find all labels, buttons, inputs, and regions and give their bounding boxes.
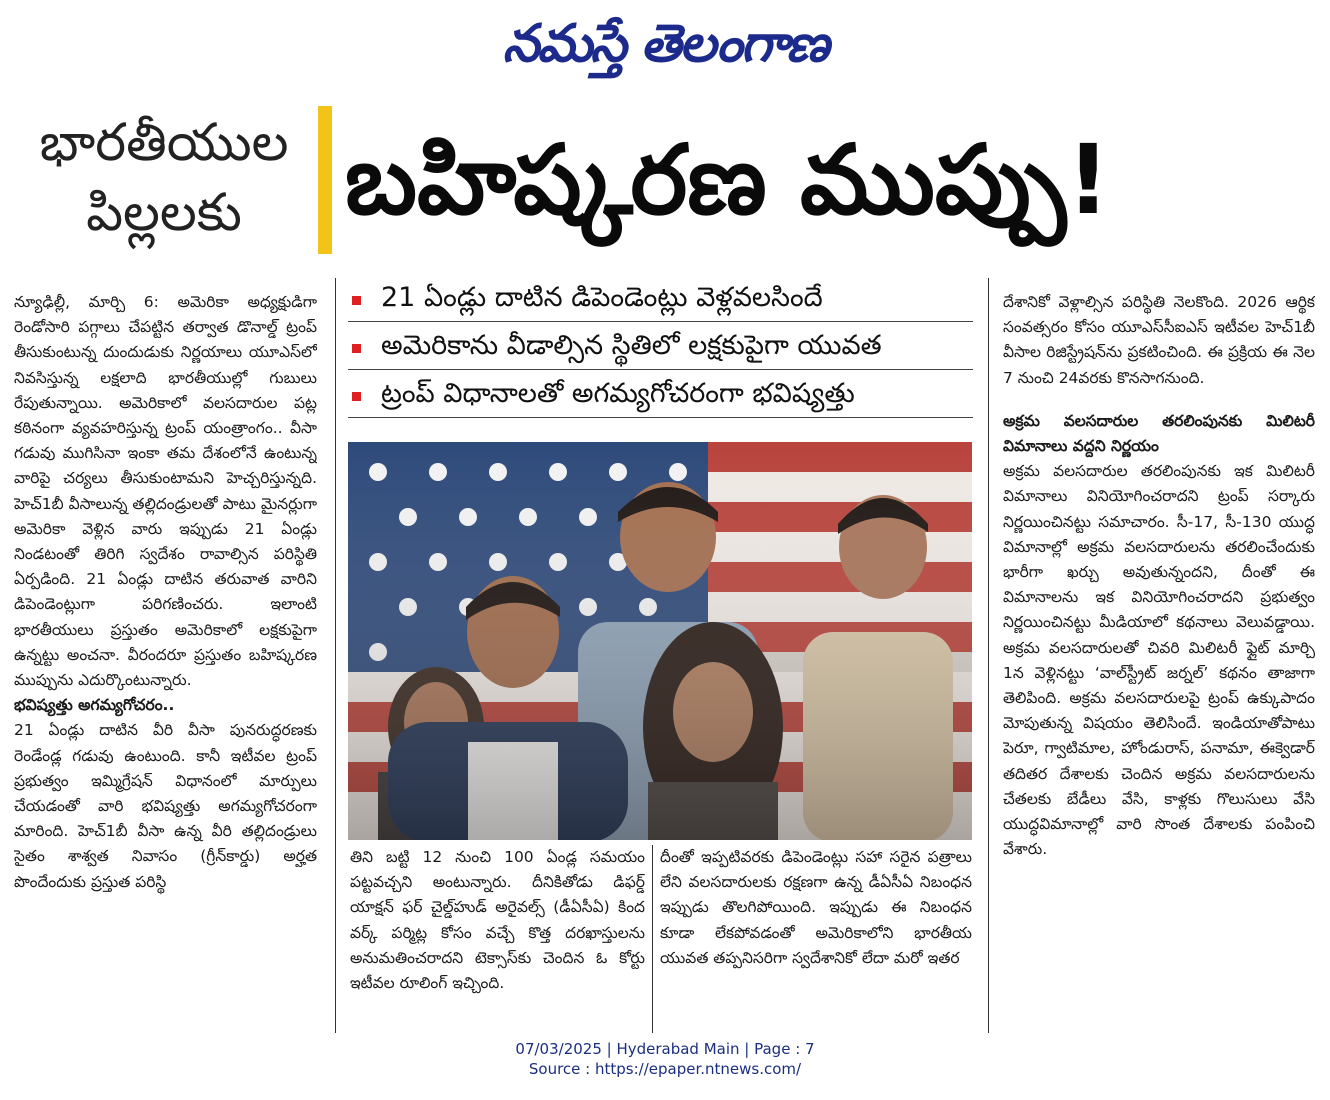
headline-kicker (14, 108, 314, 258)
kicker-line-2: పిల్లలకు (86, 183, 242, 243)
bullet-text: 21 ఏండ్లు దాటిన డిపెండెంట్లు వెళ్లవలసిందే (381, 281, 823, 313)
newspaper-masthead: నమస్తే తెలంగాణ (502, 13, 828, 74)
bullet-item (348, 376, 973, 418)
column-divider (988, 278, 989, 1033)
article-paragraph: దీంతో ఇప్పటివరకు డిపెండెంట్లు సహా సరైన పత్రాలు లేని వలసదారులకు రక్షణగా ఉన్న డీఏసీఏ నిబంధన ఇప్పుడు తొలగిపోయింది. ఇప్పుడు ఈ నిబంధన కూడా లేకపోవడంతో అమెరికాలోని భారతీయ యువత తప్పనిసరిగా స్వదేశానికో లేదా మరో ఇతర (660, 848, 972, 967)
bullet-square-icon (352, 344, 361, 353)
article-photo (348, 442, 972, 840)
bullet-text: ట్రంప్ విధానాలతో అగమ్యగోచరంగా భవిష్యత్తు (381, 377, 855, 409)
article-paragraph: అక్రమ వలసదారుల తరలింపునకు ఇక మిలిటరీ విమానాలు వినియోగించరాదని ట్రంప్ సర్కారు నిర్ణయించినట్టు సమాచారం. సీ-17, సీ-130 యుద్ధ విమానాల్లో అక్రమ వలసదారులను తరలించేందుకు భారీగా ఖర్చు అవుతున్నందని, దీంతో ఈ విమానాలను ఇక వినియోగించరాదని ప్రభుత్వం నిర్ణయించినట్టు మీడియాలో కథనాలు వెలువడ్డాయి. అక్రమ వలసదారులతో చివరి మిలిటరీ ఫ్లైట్ మార్చి 1న వెళ్లినట్టు ‘వాల్‌స్ట్రీట్ జర్నల్’ కథనం తాజాగా తెలిపింది. అక్రమ వలసదారులపై ట్రంప్ ఉక్కుపాదం మోపుతున్న విషయం తెలిసిందే. ఇండియాతోపాటు పెరూ, గ్వాటిమాల, హోండురాస్, పనామా, ఈక్వెడార్ తదితర దేశాలకు చెందిన అక్రమ వలసదారులను చేతలకు బేడీలు వేసి, కాళ్లకు గొలుసులు వేసి యుద్ధవిమానాల్లో వారి సొంత దేశాలకు పంపించి వేశారు. (1003, 462, 1315, 859)
article-paragraph: దేశానికో వెళ్లాల్సిన పరిస్థితి నెలకొంది. 2026 ఆర్థిక సంవత్సరం కోసం యూఎస్‌సీఐఎస్ ఇటీవల హెచ్1బీ వీసాల రిజిస్ట్రేషన్‌ను ప్రకటించింది. ఈ ప్రక్రియ ఈ నెల 7 నుంచి 24వరకు కొనసాగనుంది. (1003, 293, 1315, 387)
article-column-right (1003, 290, 1315, 1030)
bullet-item (348, 280, 973, 322)
article-column-middle-2 (660, 845, 972, 1035)
bullet-square-icon (352, 296, 361, 305)
edition-info: 07/03/2025 | Hyderabad Main | Page : 7 (515, 1040, 815, 1058)
column-divider (335, 278, 336, 1033)
article-column-left (14, 290, 317, 1030)
article-subheading: అక్రమ వలసదారుల తరలింపునకు మిలిటరీ విమానాలు వద్దని నిర్ణయం (1003, 411, 1315, 456)
source-link[interactable]: Source : https://epaper.ntnews.com/ (528, 1060, 802, 1078)
kicker-line-1: భారతీయుల (39, 113, 289, 173)
article-column-middle-1 (350, 845, 645, 1035)
article-paragraph: తిని బట్టి 12 నుంచి 100 ఏండ్ల సమయం పట్టవచ్చని అంటున్నారు. దీనికితోడు డిఫర్డ్ యాక్షన్ ఫర్ చైల్డ్‌హుడ్ అరైవల్స్ (డీఏసీఏ) కింద వర్క్ పర్మిట్ల కోసం వచ్చే కొత్త దరఖాస్తులను అనుమతించరాదని టెక్సాస్‌కు చెందిన ఓ కోర్టు ఇటీవల రూలింగ్ ఇచ్చింది. (350, 848, 645, 993)
column-divider (652, 845, 653, 1033)
article-subheading: భవిష్యత్తు అగమ్యగోచరం.. (14, 696, 175, 715)
article-paragraph: న్యూఢిల్లీ, మార్చి 6: అమెరికా అధ్యక్షుడిగా రెండోసారి పగ్గాలు చేపట్టిన తర్వాత డొనాల్డ్ ట్రంప్ తీసుకుంటున్న దుందుడుకు నిర్ణయాలు యూఎస్‌లో నివసిస్తున్న లక్షలాది భారతీయుల్లో గుబులు రేపుతున్నాయి. అమెరికాలో వలసదారుల పట్ల కఠినంగా వ్యవహరిస్తున్న ట్రంప్ యంత్రాంగం.. వీసా గడువు ముగిసినా ఇంకా తమ దేశంలోనే ఉంటున్న వారిపై చర్యలు తీసుకుంటామని హెచ్చరిస్తున్నది. హెచ్1బీ వీసాలున్న తల్లిదండ్రులతో పాటు మైనర్లుగా అమెరికా వెళ్లిన వారు ఇప్పుడు 21 ఏండ్లు నిండటంతో తిరిగి స్వదేశం రావాల్సిన పరిస్థితి ఏర్పడింది. 21 ఏండ్లు దాటిన తరువాత వారిని డిపెండెంట్లుగా పరిగణించరు. ఇలాంటి భారతీయులు ప్రస్తుతం అమెరికాలో లక్షకుపైగా ఉన్నట్టు అంచనా. వీరందరూ ప్రస్తుతం బహిష్కరణ ముప్పును ఎదుర్కొంటున్నారు. (14, 293, 317, 690)
bullet-text: అమెరికాను వీడాల్సిన స్థితిలో లక్షకుపైగా యువత (381, 329, 882, 361)
spacer (1003, 391, 1315, 409)
article-paragraph: 21 ఏండ్లు దాటిన వీరి వీసా పునరుద్ధరణకు రెండేండ్ల గడువు ఉంటుంది. కానీ ఇటీవల ట్రంప్ ప్రభుత్వం ఇమ్మిగ్రేషన్ విధానంలో మార్పులు చేయడంతో వారి భవిష్యత్తు అగమ్యగోచరంగా మారింది. హెచ్1బీ వీసా ఉన్న వీరి తల్లిదండ్రులు సైతం శాశ్వత నివాసం (గ్రీన్‌కార్డు) అర్హత పొందేందుకు ప్రస్తుత పరిస్థి (14, 721, 317, 891)
highlight-bullets (348, 280, 973, 440)
headline-accent-bar (318, 106, 332, 254)
bullet-square-icon (352, 392, 361, 401)
bullet-item (348, 328, 973, 370)
main-headline: బహిష్కరణ ముప్పు! (345, 124, 1111, 236)
photo-illustration (348, 442, 972, 840)
